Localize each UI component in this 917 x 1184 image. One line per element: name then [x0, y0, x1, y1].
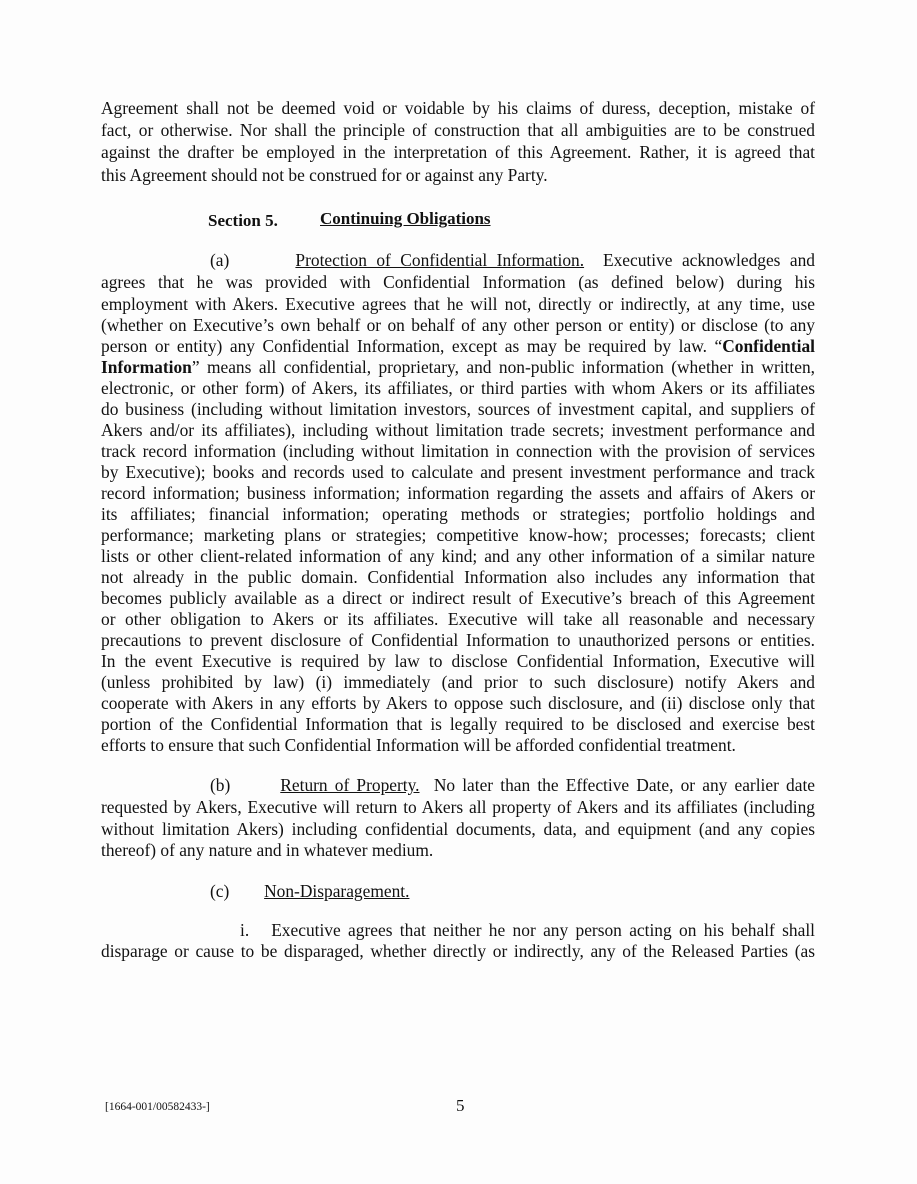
- intro-line: against the drafter be employed in the interpretation of this Agreement. Rather, it is agreed that: [101, 142, 815, 162]
- section-title: Continuing Obligations: [320, 209, 491, 228]
- para-a-text: Executive acknowledges and: [602, 250, 816, 270]
- para-a-label: (a): [210, 250, 230, 270]
- para-a-line: efforts to ensure that such Confidential Information will be afforded confidential treatment.: [101, 735, 736, 755]
- para-c-label: (c): [210, 881, 230, 901]
- para-a-first-line: [210, 250, 815, 271]
- defined-term: Confidential: [722, 336, 815, 356]
- para-b-line: without limitation Akers) including confidential documents, data, and equipment (and any copies: [101, 819, 815, 839]
- para-a-line: employment with Akers. Executive agrees that he will not, directly or indirectly, at any time, use: [101, 294, 815, 314]
- para-a-line: [101, 357, 815, 378]
- para-c-i-line: disparage or cause to be disparaged, whether directly or indirectly, any of the Released Parties (as: [101, 941, 815, 961]
- intro-line: fact, or otherwise. Nor shall the principle of construction that all ambiguities are to be construed: [101, 120, 815, 140]
- para-a-line: cooperate with Akers in any efforts by Akers to oppose such disclosure, and (ii) disclose only that: [101, 693, 815, 713]
- para-a-title: Protection of Confidential Information.: [295, 250, 585, 270]
- para-a-line: becomes publicly available as a direct or indirect result of Executive’s breach of this Agreement: [101, 588, 815, 608]
- para-c-i-first-line: [240, 920, 815, 941]
- intro-line: Agreement shall not be deemed void or voidable by his claims of duress, deception, mistake of: [101, 98, 815, 118]
- intro-line: this Agreement should not be construed for or against any Party.: [101, 165, 548, 185]
- para-a-line: do business (including without limitation investors, sources of investment capital, and suppliers of: [101, 399, 815, 419]
- para-b-line: thereof) of any nature and in whatever medium.: [101, 840, 434, 860]
- para-a-line: [101, 336, 815, 357]
- para-b-title: Return of Property.: [280, 775, 420, 795]
- document-id: [1664-001/00582433-]: [105, 1101, 210, 1113]
- para-a-text: ” means all confidential, proprietary, and non-public information (whether in written,: [191, 357, 815, 377]
- para-c-i-label: i.: [240, 920, 250, 940]
- para-a-line: by Executive); books and records used to calculate and present investment performance and track: [101, 462, 815, 482]
- para-a-line: In the event Executive is required by law to disclose Confidential Information, Executive will: [101, 651, 815, 671]
- para-a-line: performance; marketing plans or strategies; competitive know-how; processes; forecasts; client: [101, 525, 815, 545]
- para-a-line: (unless prohibited by law) (i) immediately (and prior to such disclosure) notify Akers and: [101, 672, 815, 692]
- para-a-line: not already in the public domain. Confidential Information also includes any information that: [101, 567, 815, 587]
- section-number: Section 5.: [208, 211, 278, 230]
- para-b-line: requested by Akers, Executive will return to Akers all property of Akers and its affiliates (including: [101, 797, 815, 817]
- para-b-label: (b): [210, 775, 231, 795]
- para-a-line: portion of the Confidential Information that is legally required to be disclosed and exercise best: [101, 714, 815, 734]
- defined-term: Information: [101, 357, 192, 377]
- para-a-line: agrees that he was provided with Confidential Information (as defined below) during his: [101, 272, 815, 292]
- para-a-line: its affiliates; financial information; operating methods or strategies; portfolio holdings and: [101, 504, 815, 524]
- para-a-line: precautions to prevent disclosure of Confidential Information to unauthorized persons or entities.: [101, 630, 815, 650]
- para-c-title: Non-Disparagement.: [264, 881, 410, 901]
- para-b-text: No later than the Effective Date, or any earlier date: [433, 775, 815, 795]
- para-a-line: record information; business information; information regarding the assets and affairs of Akers or: [101, 483, 815, 503]
- para-a-line: (whether on Executive’s own behalf or on behalf of any other person or entity) or disclose (to any: [101, 315, 815, 335]
- para-a-text: person or entity) any Confidential Information, except as may be required by law. “: [101, 336, 723, 356]
- para-a-line: track record information (including without limitation in connection with the provision of services: [101, 441, 815, 461]
- para-c-i-text: Executive agrees that neither he nor any person acting on his behalf shall: [271, 920, 816, 940]
- para-a-line: or other obligation to Akers or its affiliates. Executive will take all reasonable and necessary: [101, 609, 815, 629]
- para-a-line: lists or other client-related information of any kind; and any other information of a similar nature: [101, 546, 815, 566]
- para-a-line: Akers and/or its affiliates), including without limitation trade secrets; investment performance and: [101, 420, 815, 440]
- para-b-first-line: [210, 775, 815, 796]
- page-number: 5: [456, 1096, 465, 1115]
- para-c-heading: [210, 881, 510, 902]
- para-a-line: electronic, or other form) of Akers, its affiliates, or third parties with whom Akers or its affiliates: [101, 378, 815, 398]
